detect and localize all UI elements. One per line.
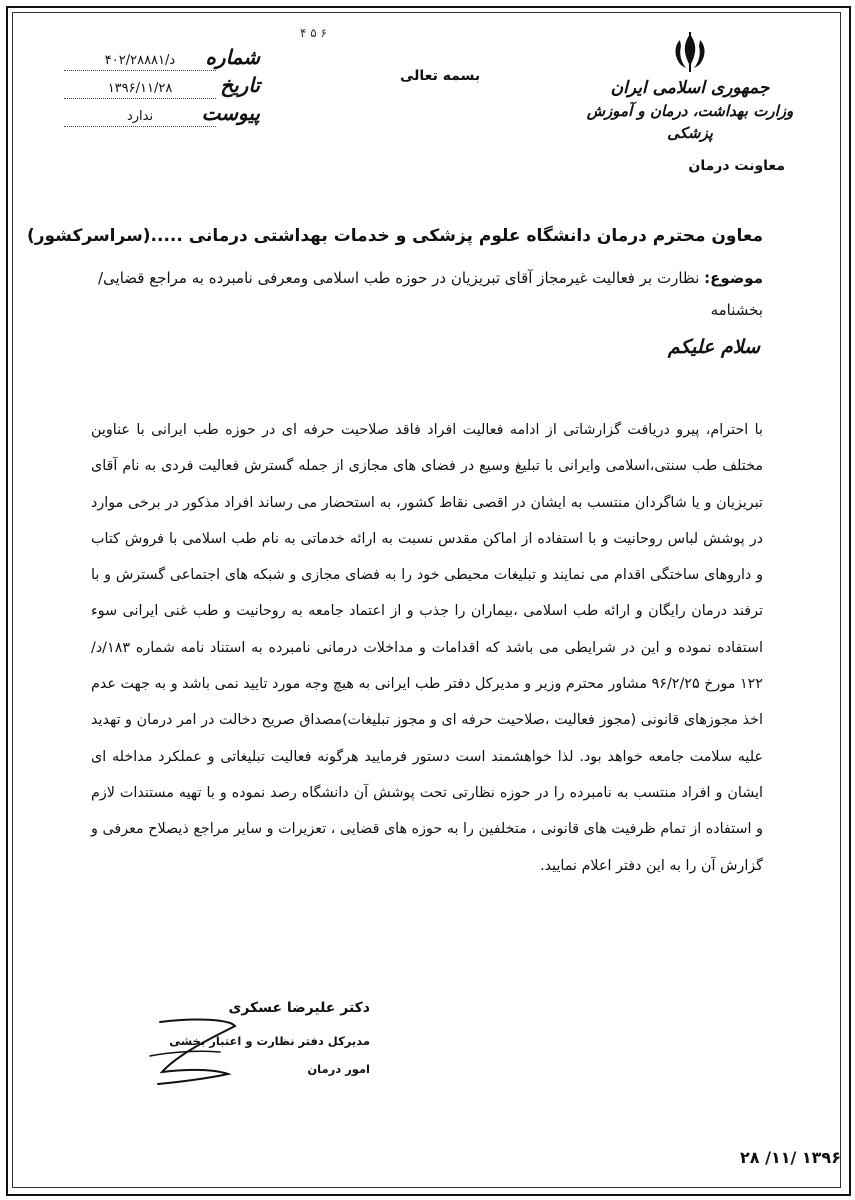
attachment-value: ندارد (64, 109, 216, 127)
meta-attachment-row (60, 101, 260, 129)
letter-meta (60, 45, 260, 129)
addressee-line: معاون محترم درمان دانشگاه علوم پزشکی و خدمات بهداشتی درمانی .....(سراسرکشور) (26, 226, 763, 246)
signer-name: دکتر علیرضا عسکری (228, 1000, 370, 1016)
greeting: سلام علیکم (667, 336, 760, 358)
ministry-name: وزارت بهداشت، درمان و آموزش پزشکی (586, 102, 794, 142)
number-label: شماره (205, 45, 260, 69)
number-value: ۴۰۲/د/۲۸۸۸۱ (64, 53, 216, 71)
ministry-header (565, 30, 815, 174)
date-value: ۱۳۹۶/۱۱/۲۸ (64, 81, 216, 99)
signer-title: مدیرکل دفتر نظارت و اعتبار بخشی (169, 1034, 370, 1048)
letter-body: با احترام، پیرو دریافت گزارشاتی از ادامه فعالیت افراد فاقد صلاحیت حرفه ای در حوزه طب ایرانی با عناوین مختلف طب سنتی،اسلامی وایرانی با تبلیغ وسیع در فضای های مجازی از جمله گسترش فعالیت فردی به نام آقای تبریزیان و یا شاگردان منتسب به ایشان در اقصی نقاط کشور، به استحضار می رساند افراد مذکور در برخی موارد در پوشش لباس روحانیت و با استفاده از اماکن مقدس نسبت به ارائه خدماتی به نام طب اسلامی با فروش کتاب و داروهای ساختگی اقدام می نمایند و تبلیغات محیطی خود را به فضای مجازی و شبکه های اجتماعی گسترش و با ترفند درمان رایگان و ارائه طب اسلامی ،بیماران را جذب و از اعتماد جامعه به روحانیت و طب غنی ایرانی سوء استفاده نموده و این در شرایطی می باشد که اقدامات و مداخلات درمانی نامبرده به استناد نامه شماره ۱۸۳/د/۱۲۲ مورخ ۹۶/۲/۲۵ مشاور محترم وزیر و مدیرکل دفتر طب ایرانی به هیچ وجه مورد تایید نمی باشد و به جهت عدم اخذ مجوزهای قانونی (مجوز فعالیت ،صلاحیت حرفه ای و مجوز تبلیغات)مصداق صریح دخالت در امر درمان و تهدید علیه سلامت جامعه خواهد بود. لذا خواهشمند است دستور فرمایید هرگونه فعالیت تبلیغاتی و عملکرد مداخله ای ایشان و افراد منتسب به نامبرده را در حوزه نظارتی تحت پوشش آن دانشگاه رصد نموده و با تهیه مستندات لازم و استفاده از تمام ظرفیت های قانونی ، متخلفین را به حوزه های قضایی ، تعزیرات و سایر مراجع ذیصلاح معرفی و گزارش آن را به این دفتر اعلام نمایید. (91, 422, 763, 874)
bismillah-heading: بسمه تعالی (400, 68, 481, 84)
attachment-label: پیوست (201, 101, 260, 125)
meta-date-row (60, 73, 260, 101)
date-label: تاریخ (220, 73, 260, 97)
footer-date: ۲۸ /۱۱/ ۱۳۹۶ (740, 1148, 841, 1167)
subject-line (83, 262, 763, 326)
department-name: معاونت درمان (688, 158, 785, 174)
country-name: جمهوری اسلامی ایران (610, 78, 770, 98)
subject-label: موضوع: (704, 269, 763, 287)
meta-number-row (60, 45, 260, 73)
iran-emblem-icon (668, 30, 712, 74)
subject-text: نظارت بر فعالیت غیرمجاز آقای تبریزیان در حوزه طب اسلامی ومعرفی نامبرده به مراجع قضایی/بخشنامه (97, 269, 763, 319)
signer-department: امور درمان (307, 1062, 370, 1076)
top-handwritten-mark: ۴ ۵ ۶ (300, 26, 327, 40)
handwritten-signature-icon (140, 1012, 250, 1092)
